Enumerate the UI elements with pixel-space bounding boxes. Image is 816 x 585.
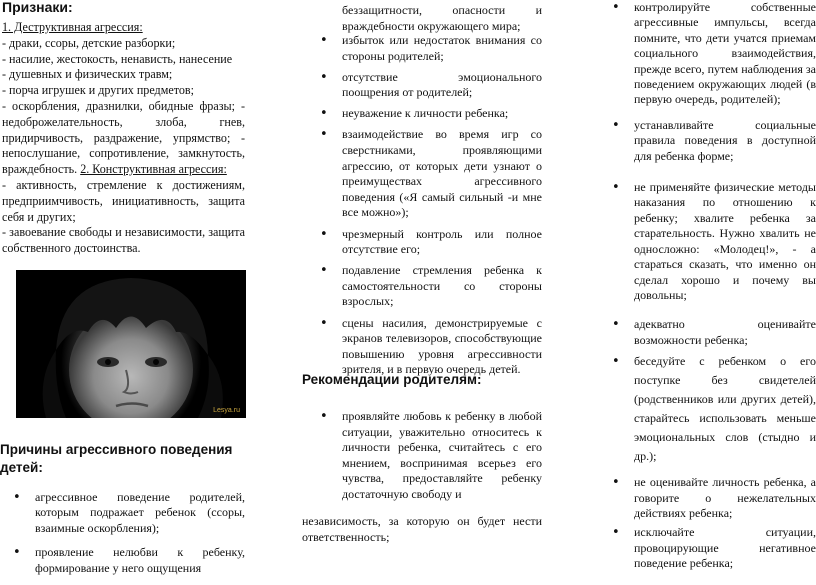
list-item: • агрессивное поведение родителей, которым подражает ребенок (ссоры, взаимные оскорбления); <box>35 490 245 536</box>
recommendations-list-part-1 <box>342 409 542 503</box>
causes-heading: Причины агрессивного поведения детей: <box>0 442 233 475</box>
causes-list-part-2 <box>342 33 542 383</box>
sign-line: - драки, ссоры, детские разборки; <box>2 35 176 50</box>
child-face-illustration <box>16 270 246 418</box>
list-item: • подавление стремления ребенка к самостоятельности со стороны взрослых; <box>342 263 542 310</box>
list-item: • не оценивайте личность ребенка, а говорите о нежелательных действиях ребенка; <box>634 475 816 521</box>
column-2 <box>302 0 542 566</box>
list-item: • проявление нелюбви к ребенку, формирование у него ощущения <box>35 545 245 576</box>
list-item: • контролируйте собственные агрессивные импульсы, всегда помните, что дети учатся приемам социального взаимодействия, прежде всего, путем наблюдения за поведением окружающих людей (в первую очередь, родителей); <box>634 0 816 108</box>
photo-credit: Lesya.ru <box>213 407 240 414</box>
list-item: • адекватно оценивайте возможности ребенка; <box>634 317 816 348</box>
list-item: • избыток или недостаток внимания со стороны родителей; <box>342 33 542 64</box>
list-item: • неуважение к личности ребенка; <box>342 106 542 122</box>
list-item: • беседуйте с ребенком о его поступке без свидетелей (родственников или других детей), старайтесь использовать меньше эмоциональных слов (стыдно и др.); <box>634 352 816 466</box>
list-item: • не применяйте физические методы наказания по отношению к ребенку; хвалите ребенка за старательность. Нужно хвалить не односложно: «Молодец!», - а стараться сказать, что именно он сделал хорошо и почему вы довольны; <box>634 180 816 303</box>
causes-continued-text: беззащитности, опасности и враждебности окружающего мира; <box>342 3 542 33</box>
list-item: • отсутствие эмоционального поощрения от родителей; <box>342 70 542 101</box>
causes-list-part-1 <box>35 490 245 585</box>
column-3 <box>612 0 816 571</box>
sign-line: - оскорбления, дразнилки, обидные фразы; - недоброжелательность, злоба, гнев, придирчивость, раздражение, упрямство; - непослушание, сопротивление, замкнутость, враждебность. <box>2 98 245 177</box>
signs-heading: Признаки: <box>2 0 73 15</box>
signs-text <box>2 20 245 257</box>
sign-line: - душевных и физических травм; <box>2 67 173 82</box>
list-item: • исключайте ситуации, провоцирующие негативное поведение ребенка; <box>634 525 816 571</box>
child-photo <box>16 270 246 418</box>
sign-line: - порча игрушек и других предметов; <box>2 83 194 98</box>
recommendations-list-part-2 <box>634 0 816 572</box>
column-1 <box>2 0 245 257</box>
list-item: • сцены насилия, демонстрируемые с экранов телевизоров, способствующие повышению уровня агрессивности зрителя, и в первую очередь детей. <box>342 316 542 378</box>
list-item: • взаимодействие во время игр со сверстниками, проявляющими агрессию, от которых дети узнают о преимуществах агрессивного поведения («Я самый сильный -и мне все можно»); <box>342 127 542 221</box>
constructive-aggression-heading: 2. Конструктивная агрессия: <box>80 162 227 177</box>
sign-line: - завоевание свободы и независимости, защита собственного достоинства. <box>2 225 245 256</box>
recommendation-continued-text: независимость, за которую он будет нести ответственность; <box>302 514 542 544</box>
sign-line: - активность, стремление к достижениям, предприимчивость, инициативность, защита себя и других; <box>2 177 245 224</box>
list-item: • проявляйте любовь к ребенку в любой ситуации, уважительно относитесь к личности ребенка, считайтесь с его мнением, воспринимая всерьез его чувства, предоставляйте ребенку достаточную свободу и <box>342 409 542 503</box>
recommendations-heading: Рекомендации родителям: <box>302 372 482 387</box>
destructive-aggression-heading: 1. Деструктивная агрессия: <box>2 20 143 34</box>
list-item: • устанавливайте социальные правила поведения в доступной для ребенка форме; <box>634 118 816 164</box>
sign-line: - насилие, жестокость, ненависть, нанесение <box>2 51 233 66</box>
list-item: • чрезмерный контроль или полное отсутствие его; <box>342 227 542 258</box>
